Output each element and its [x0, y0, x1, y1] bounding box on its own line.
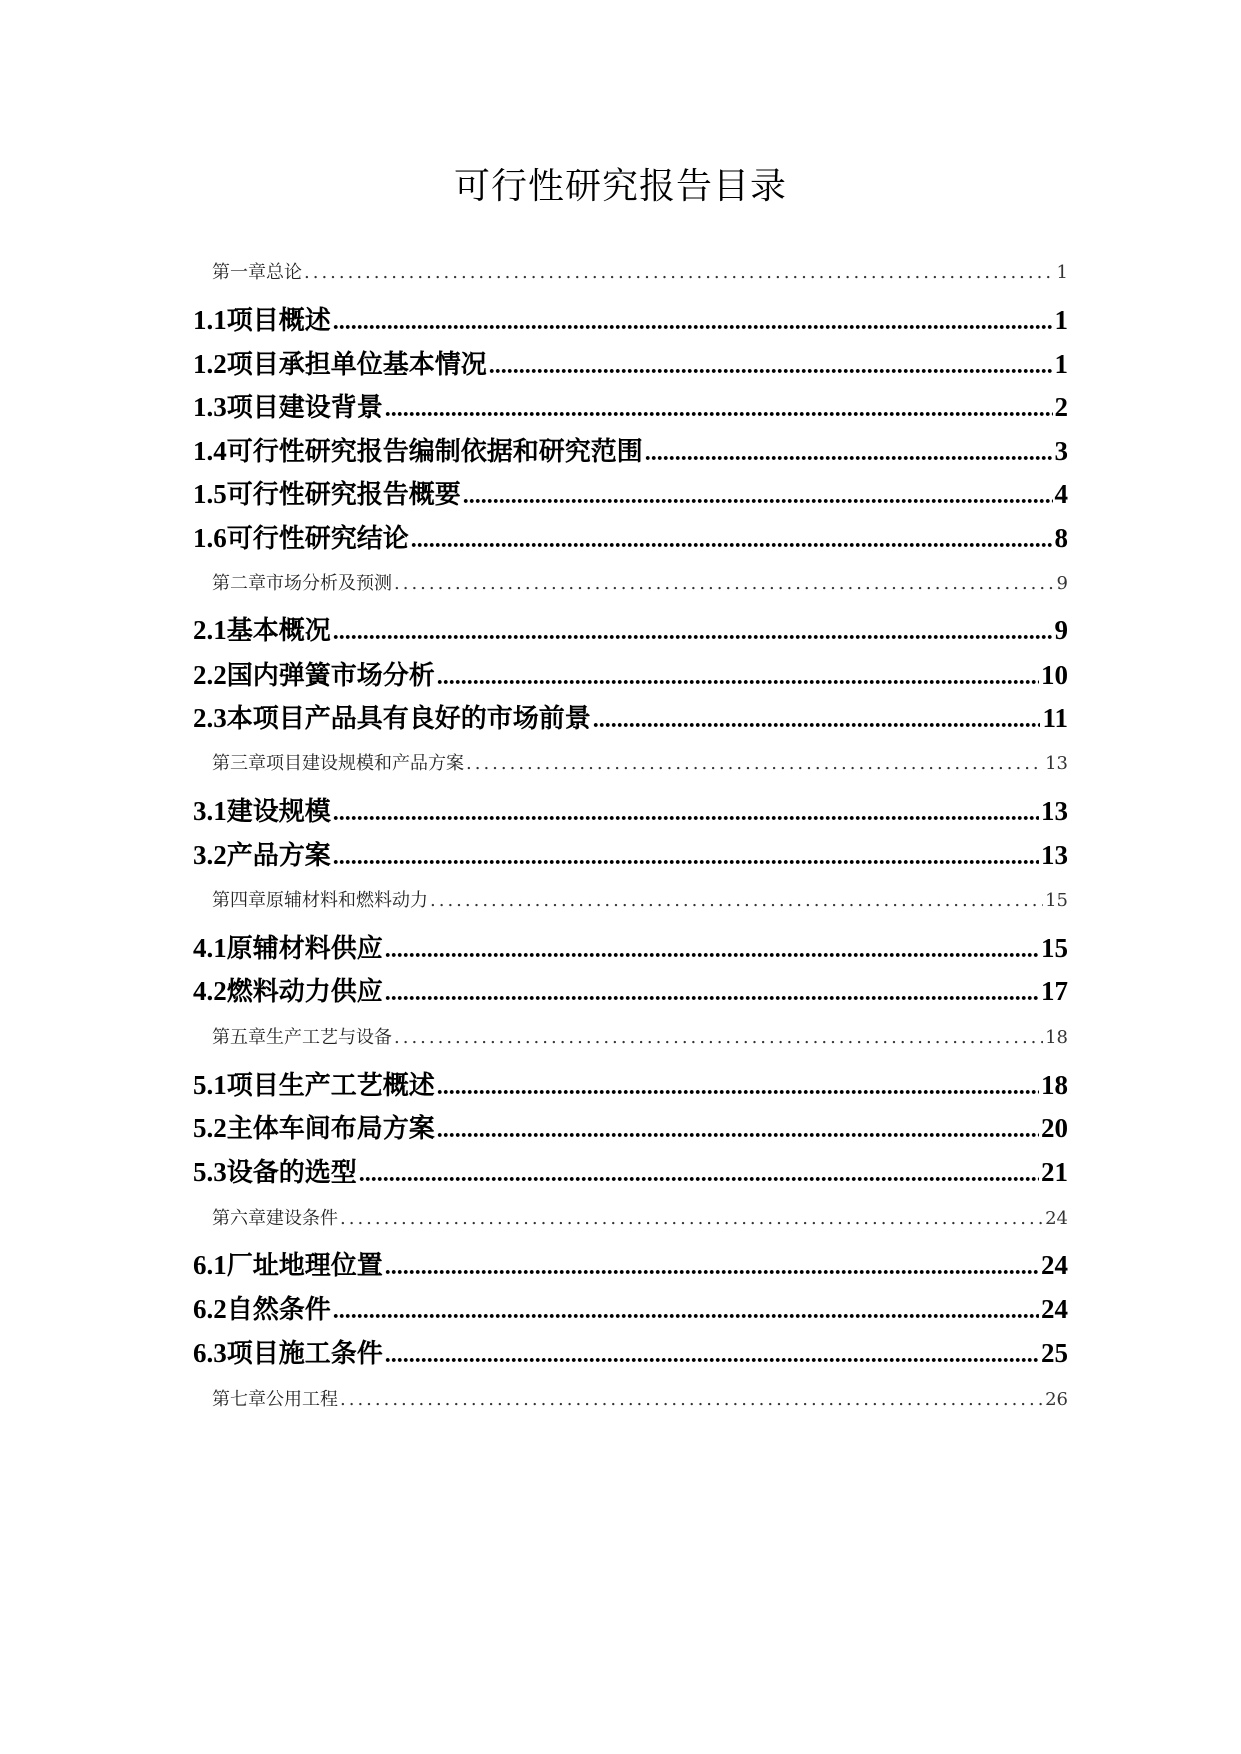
- section-title: 可行性研究报告概要: [226, 480, 461, 510]
- toc-chapter-entry[interactable]: [193, 1023, 1068, 1049]
- toc-section-entry[interactable]: [193, 300, 1068, 337]
- chapter-number: 第四章: [212, 890, 266, 911]
- dot-leader: [463, 483, 1053, 510]
- dot-leader: [385, 1342, 1039, 1369]
- chapter-title: 总论: [266, 262, 302, 283]
- chapter-number: 第五章: [212, 1027, 266, 1048]
- page-number: 18: [1045, 1027, 1068, 1048]
- chapter-title: 原辅材料和燃料动力: [266, 890, 428, 911]
- page-number: 1: [1054, 349, 1068, 379]
- page-number: 1: [1056, 262, 1068, 283]
- toc-chapter-entry[interactable]: [193, 1204, 1068, 1230]
- toc-section-entry[interactable]: [193, 518, 1068, 555]
- toc-section-entry[interactable]: [193, 610, 1068, 647]
- page-number: 24: [1041, 1294, 1068, 1324]
- page-number: 24: [1045, 1208, 1068, 1229]
- section-number: 5.1: [193, 1070, 227, 1100]
- section-number: 4.1: [193, 933, 227, 963]
- section-title: 主体车间布局方案: [226, 1114, 435, 1144]
- section-title: 产品方案: [226, 841, 331, 871]
- page-number: 11: [1042, 703, 1068, 733]
- section-number: 2.1: [193, 615, 227, 645]
- dot-leader: [385, 1254, 1039, 1281]
- toc-section-entry[interactable]: [193, 655, 1068, 692]
- dot-leader: [340, 1389, 1043, 1410]
- dot-leader: [411, 527, 1053, 554]
- chapter-title: 公用工程: [266, 1389, 338, 1410]
- page-number: 15: [1041, 933, 1068, 963]
- toc-section-entry[interactable]: [193, 431, 1068, 468]
- dot-leader: [437, 664, 1039, 691]
- section-number: 2.3: [193, 703, 227, 733]
- chapter-number: 第七章: [212, 1389, 266, 1410]
- toc-section-entry[interactable]: [193, 387, 1068, 424]
- page-number: 10: [1041, 660, 1068, 690]
- page-number: 9: [1054, 615, 1068, 645]
- dot-leader: [385, 396, 1053, 423]
- toc-section-entry[interactable]: [193, 1333, 1068, 1370]
- section-number: 2.2: [193, 660, 227, 690]
- toc-section-entry[interactable]: [193, 928, 1068, 965]
- section-number: 1.1: [193, 305, 227, 335]
- section-title: 项目施工条件: [226, 1339, 383, 1369]
- dot-leader: [430, 890, 1043, 911]
- dot-leader: [385, 980, 1039, 1007]
- section-title: 国内弹簧市场分析: [226, 661, 435, 691]
- page-number: 8: [1054, 523, 1068, 553]
- section-title: 建设规模: [226, 797, 331, 827]
- section-title: 可行性研究报告编制依据和研究范围: [226, 437, 643, 467]
- toc-section-entry[interactable]: [193, 971, 1068, 1008]
- page-number: 13: [1041, 840, 1068, 870]
- dot-leader: [593, 707, 1041, 734]
- chapter-number: 第六章: [212, 1208, 266, 1229]
- chapter-title: 市场分析及预测: [266, 573, 392, 594]
- dot-leader: [645, 440, 1053, 467]
- page-title: 可行性研究报告目录: [453, 166, 787, 207]
- section-title: 项目生产工艺概述: [226, 1071, 435, 1101]
- page-number: 24: [1041, 1250, 1068, 1280]
- toc-section-entry[interactable]: [193, 791, 1068, 828]
- page-number: 18: [1041, 1070, 1068, 1100]
- section-title: 厂址地理位置: [226, 1251, 383, 1281]
- toc-section-entry[interactable]: [193, 1065, 1068, 1102]
- section-number: 3.2: [193, 840, 227, 870]
- section-number: 1.3: [193, 392, 227, 422]
- page-number: 13: [1045, 753, 1068, 774]
- dot-leader: [359, 1161, 1039, 1188]
- dot-leader: [333, 309, 1053, 336]
- section-number: 5.2: [193, 1113, 227, 1143]
- section-number: 5.3: [193, 1157, 227, 1187]
- page-number: 1: [1054, 305, 1068, 335]
- section-title: 本项目产品具有良好的市场前景: [226, 704, 591, 734]
- section-number: 3.1: [193, 796, 227, 826]
- toc-section-entry[interactable]: [193, 1289, 1068, 1326]
- dot-leader: [333, 619, 1053, 646]
- page-number: 13: [1041, 796, 1068, 826]
- toc-chapter-entry[interactable]: [193, 749, 1068, 775]
- section-number: 6.2: [193, 1294, 227, 1324]
- dot-leader: [394, 573, 1055, 594]
- page-number: 25: [1041, 1338, 1068, 1368]
- dot-leader: [333, 1298, 1039, 1325]
- chapter-title: 项目建设规模和产品方案: [266, 753, 464, 774]
- toc-chapter-entry[interactable]: [193, 569, 1068, 595]
- dot-leader: [466, 753, 1043, 774]
- section-title: 燃料动力供应: [226, 977, 383, 1007]
- section-number: 1.5: [193, 479, 227, 509]
- toc-section-entry[interactable]: [193, 835, 1068, 872]
- toc-section-entry[interactable]: [193, 1245, 1068, 1282]
- dot-leader: [340, 1208, 1043, 1229]
- dot-leader: [437, 1117, 1039, 1144]
- page-number: 4: [1054, 479, 1068, 509]
- dot-leader: [394, 1027, 1043, 1048]
- section-number: 6.3: [193, 1338, 227, 1368]
- chapter-number: 第三章: [212, 753, 266, 774]
- page-number: 15: [1045, 890, 1068, 911]
- section-title: 项目承担单位基本情况: [226, 350, 487, 380]
- section-title: 可行性研究结论: [226, 524, 409, 554]
- section-number: 1.6: [193, 523, 227, 553]
- section-number: 1.4: [193, 436, 227, 466]
- section-title: 原辅材料供应: [226, 934, 383, 964]
- dot-leader: [437, 1074, 1039, 1101]
- section-title: 基本概况: [226, 616, 331, 646]
- toc-chapter-entry[interactable]: [193, 258, 1068, 284]
- dot-leader: [385, 937, 1039, 964]
- page-number: 26: [1045, 1389, 1068, 1410]
- dot-leader: [333, 844, 1039, 871]
- chapter-title: 生产工艺与设备: [266, 1027, 392, 1048]
- page-number: 20: [1041, 1113, 1068, 1143]
- chapter-title: 建设条件: [266, 1208, 338, 1229]
- toc-section-entry[interactable]: [193, 1152, 1068, 1189]
- section-title: 项目概述: [226, 306, 331, 336]
- page-number: 21: [1041, 1157, 1068, 1187]
- toc-section-entry[interactable]: [193, 474, 1068, 511]
- dot-leader: [333, 800, 1039, 827]
- chapter-number: 第一章: [212, 262, 266, 283]
- page-number: 2: [1054, 392, 1068, 422]
- section-title: 设备的选型: [226, 1158, 357, 1188]
- section-number: 1.2: [193, 349, 227, 379]
- toc-section-entry[interactable]: [193, 698, 1068, 735]
- dot-leader: [304, 262, 1055, 283]
- page-number: 3: [1054, 436, 1068, 466]
- section-title: 自然条件: [226, 1295, 331, 1325]
- page-number: 9: [1056, 573, 1068, 594]
- section-number: 6.1: [193, 1250, 227, 1280]
- toc-chapter-entry[interactable]: [193, 1385, 1068, 1411]
- toc-chapter-entry[interactable]: [193, 886, 1068, 912]
- section-number: 4.2: [193, 976, 227, 1006]
- dot-leader: [489, 353, 1053, 380]
- page-number: 17: [1041, 976, 1068, 1006]
- chapter-number: 第二章: [212, 573, 266, 594]
- section-title: 项目建设背景: [226, 393, 383, 423]
- toc-section-entry[interactable]: [193, 344, 1068, 381]
- toc-section-entry[interactable]: [193, 1108, 1068, 1145]
